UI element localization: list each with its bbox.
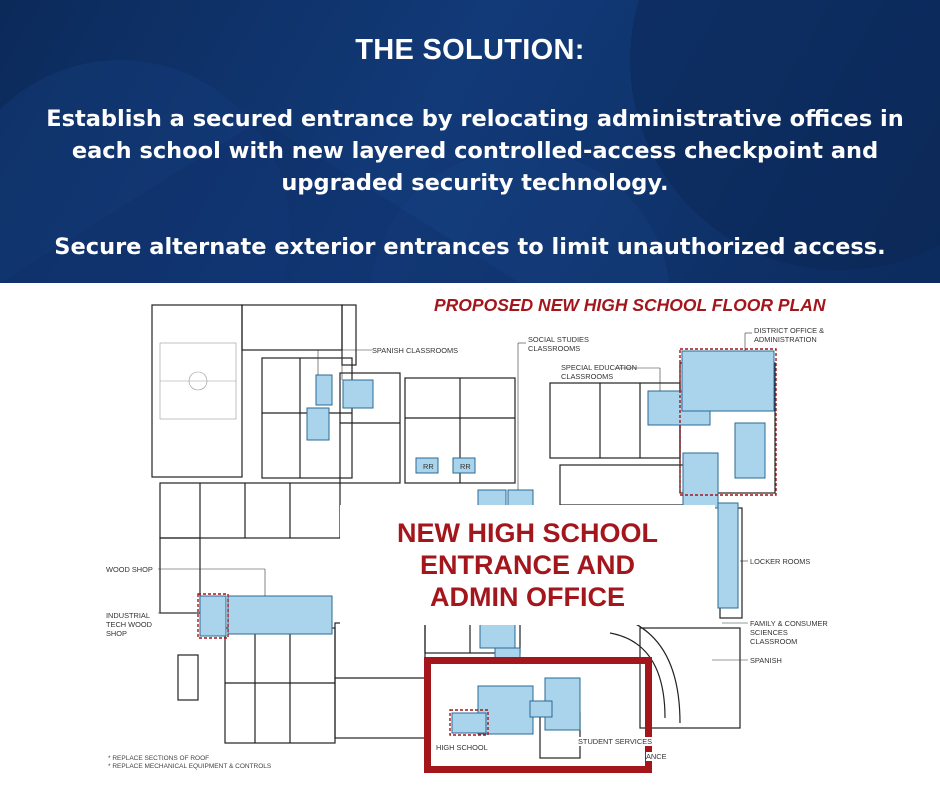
header-banner [0,0,940,283]
label-line: SOCIAL STUDIES [528,335,589,344]
new-entrance-callout [340,505,715,625]
label-line: SPECIAL EDUCATION [561,363,637,372]
label-line: CLASSROOMS [561,372,614,381]
label-entrance-partial: ANCE [646,752,667,761]
description-line: upgraded security technology. [281,170,669,196]
entrance-highlight-box [424,657,652,773]
label-line: FAMILY & CONSUMER [750,619,828,628]
description-line: Establish a secured entrance by relocating administrative offices in [46,106,904,132]
callout-text [340,517,715,613]
callout-line: ENTRANCE AND [420,550,635,580]
plan-title: PROPOSED NEW HIGH SCHOOL FLOOR PLAN [434,295,826,315]
label-social-studies [528,335,589,353]
label-special-education [561,363,637,381]
plan-notes [108,755,271,771]
label-line: SCIENCES [750,628,788,637]
label-line: DISTRICT OFFICE & [754,326,825,335]
callout-line: NEW HIGH SCHOOL [397,518,658,548]
note-line: * REPLACE MECHANICAL EQUIPMENT & CONTROLS [108,763,272,770]
note-line: * REPLACE SECTIONS OF ROOF [108,755,210,762]
label-district-office [754,326,824,344]
label-locker-rooms: LOCKER ROOMS [750,557,811,566]
description-line: each school with new layered controlled-access checkpoint and [71,138,879,164]
callout-line: ADMIN OFFICE [430,582,625,612]
label-family-consumer [750,619,828,646]
label-spanish: SPANISH [750,656,782,665]
label-rr: RR [423,462,434,471]
label-line: CLASSROOM [750,637,798,646]
label-spanish-classrooms: SPANISH CLASSROOMS [372,346,459,355]
label-line: SHOP [106,629,127,638]
label-wood-shop: WOOD SHOP [106,565,153,574]
solution-description [40,103,910,199]
label-student-services: STUDENT SERVICES [578,737,653,746]
solution-title: THE SOLUTION: [355,34,585,66]
floor-plan-area [0,283,940,788]
label-high-school: HIGH SCHOOL [436,743,488,752]
label-line: CLASSROOMS [528,344,581,353]
label-line: ADMINISTRATION [754,335,817,344]
secondary-description: Secure alternate exterior entrances to limit unauthorized access. [54,234,886,260]
label-rr: RR [460,462,471,471]
label-industrial-tech [106,611,152,638]
label-line: INDUSTRIAL [106,611,150,620]
label-line: TECH WOOD [106,620,152,629]
